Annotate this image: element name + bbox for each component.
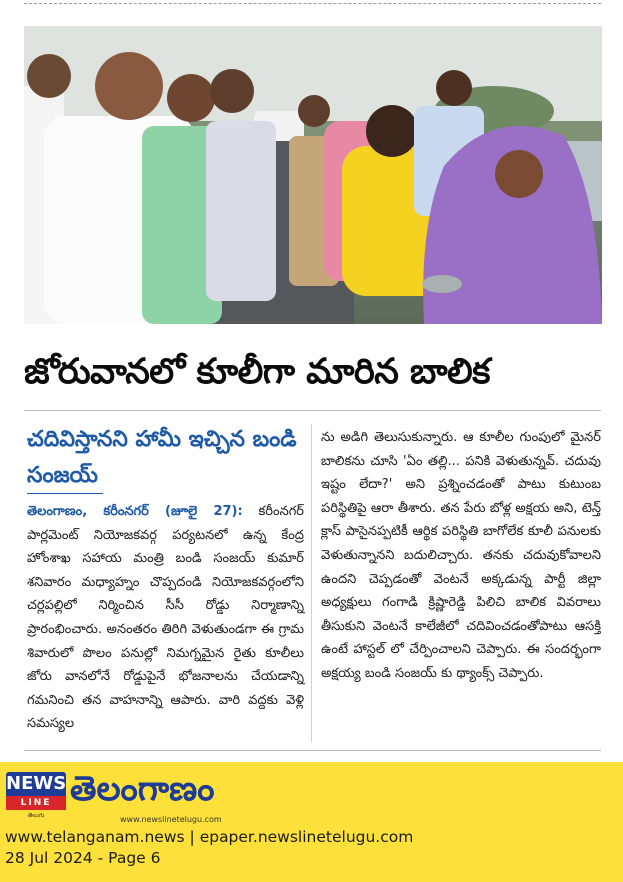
top-dashed-rule: [24, 3, 601, 4]
news-photo: [24, 26, 602, 324]
news-photo-illustration: [24, 26, 602, 324]
article-headline: జోరువానలో కూలీగా మారిన బాలిక: [24, 352, 490, 392]
column-divider: [311, 424, 312, 742]
article-right-column: ను అడిగి తెలుసుకున్నారు. ఆ కూలీల గుంపులో మైనర్ బాలికను చూసి 'ఏం తల్లి... పనికి వెళుతున్నవ్. చదువు ఇష్టం లేదా?' అని ప్రశ్నించడంతో పాటు కుటుంబ పరిస్థితిపై ఆరా తీశారు. తన పేరు బోళ్ల అక్షయ అని, టెన్త్ క్లాస్ పాసైనప్పటికీ ఆర్థిక పరిస్థితి బాగోలేక కూలీ పనులకు వెళుతున్నానని బదులిచ్చారు. తనకు చదువుకోవాలని ఉందని చెప్పడంతో వెంటనే అక్కడున్న పార్టీ జిల్లా అధ్యక్షులు గంగాడి క్రిష్ణారెడ్డి పిలిచి బాలిక వివరాలు తీసుకుని వెంటనే కాలేజీలో చదివించడంతోపాటు ఆసక్తి ఉంటే హాస్టల్ లో చేర్పించాలని చెప్పారు. ఈ సందర్భంగా అక్షయ్య బండి సంజయ్ కు థ్యాంక్స్ చెప్పారు.: [321, 430, 601, 681]
telanganam-logo: తెలంగాణం: [70, 769, 215, 809]
article-bottom-rule: [24, 750, 601, 751]
article-left-text: కరీంనగర్ పార్లమెంట్ నియోజకవర్గ పర్యటనలో ఉన్న కేంద్ర హోంశాఖ సహాయ మంత్రి బండి సంజయ్ కుమార్ శనివారం మధ్యాహ్నం చొప్పదండి నియోజకవర్గంలోని చర్లపల్లిలో నిర్మించిన సీసీ రోడ్డు నిర్మాణాన్ని ప్రారంభించారు. అనంతరం తిరిగి వెళుతుండగా ఈ గ్రామ శివారులో పొలం పనుల్లో నిమగ్నమైన రైతు కూలీలు జోరు వానలోనే రోడ్డుపైనే భోజనాలను చేయడాన్ని గమనించి తన వాహనాన్ని ఆపారు. వారి వద్దకు వెళ్లి సమస్యల: [27, 504, 304, 732]
logo-url-text: www.newslinetelugu.com: [120, 815, 222, 824]
newsline-logo-line: LINE: [6, 796, 66, 810]
newsline-logo-telugu: తెలుగు: [27, 812, 45, 819]
article-subheadline: చదివిస్తానని హామీ ఇచ్చిన బండి సంజయ్: [27, 427, 297, 488]
link-separator: |: [189, 828, 195, 846]
article-left-column: [27, 500, 304, 736]
article-dateline: తెలంగాణం, కరీంనగర్ (జూలై 27):: [27, 504, 243, 519]
footer-links: [5, 828, 413, 846]
footer-date-page: 28 Jul 2024 - Page 6: [5, 849, 161, 867]
subheadline-underline: [27, 493, 103, 494]
newsline-logo-news: NEWS: [6, 773, 67, 794]
headline-divider: [24, 410, 601, 411]
site-link[interactable]: www.telanganam.news: [5, 828, 185, 846]
epaper-link[interactable]: epaper.newslinetelugu.com: [199, 828, 414, 846]
